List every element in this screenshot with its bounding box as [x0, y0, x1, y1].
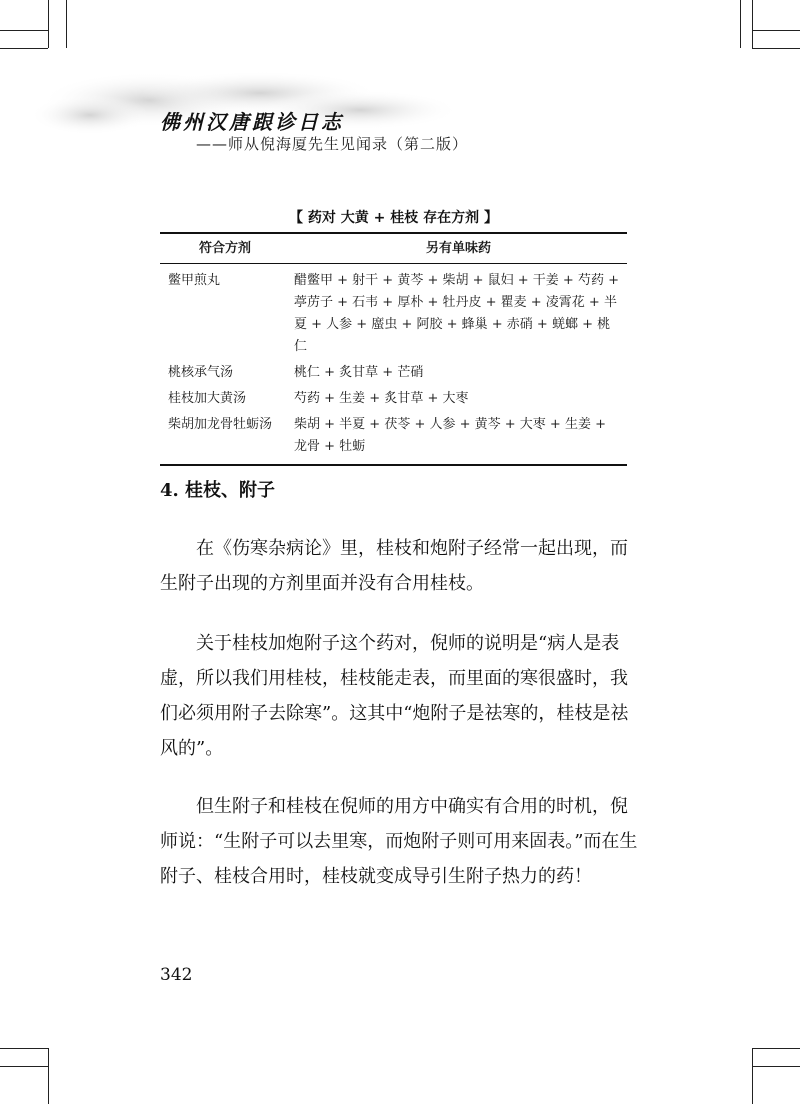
- crop-mark: [752, 0, 753, 48]
- formula-herbs: 芍药 + 生姜 + 炙甘草 + 大枣: [294, 391, 469, 406]
- crop-mark: [0, 1066, 48, 1067]
- crop-mark: [48, 1048, 49, 1104]
- crop-mark: [740, 0, 741, 48]
- crop-mark: [48, 0, 49, 48]
- crop-mark: [752, 1066, 800, 1067]
- formula-herbs: 醋鳖甲 + 射干 + 黄芩 + 柴胡 + 鼠妇 + 干姜 + 芍药 + 葶苈子 + 石韦 + 厚朴 + 牡丹皮 + 瞿麦 + 凌霄花 + 半夏 + 人参 + 䗪虫 + 阿胶 + 蜂巢 + 赤硝 + 蜣螂 + 桃仁: [294, 273, 619, 354]
- crop-mark: [66, 0, 67, 48]
- body-paragraph: 关于桂枝加炮附子这个药对，倪师的说明是“病人是表虚，所以我们用桂枝，桂枝能走表，而里面的寒很盛时，我们必须用附子去除寒”。这其中“炮附子是祛寒的，桂枝是祛风的”。: [160, 633, 629, 759]
- formula-name: 桂枝加大黄汤: [168, 391, 247, 406]
- column-header: 符合方剂: [160, 233, 290, 264]
- crop-mark: [752, 48, 800, 49]
- crop-mark: [0, 30, 48, 31]
- section-heading: 4. 桂枝、附子: [160, 480, 276, 501]
- formula-herbs: 桃仁 + 炙甘草 + 芒硝: [294, 365, 424, 380]
- column-header: 另有单味药: [290, 233, 627, 264]
- crop-mark: [752, 1048, 800, 1049]
- crop-mark: [752, 30, 800, 31]
- formula-name: 鳖甲煎丸: [168, 273, 221, 288]
- formula-name: 桃核承气汤: [168, 365, 234, 380]
- book-subtitle: ——师从倪海厦先生见闻录（第二版）: [196, 135, 469, 153]
- book-title: 佛州汉唐跟诊日志: [160, 110, 344, 134]
- table-row: [160, 386, 627, 412]
- table-caption: 【 药对 大黄 + 桂枝 存在方剂 】: [289, 210, 498, 226]
- table-row: [160, 360, 627, 386]
- body-paragraph: 但生附子和桂枝在倪师的用方中确实有合用的时机，倪师说：“生附子可以去里寒，而炮附子则可用来固表。”而在生附子、桂枝合用时，桂枝就变成导引生附子热力的药！: [160, 796, 638, 887]
- table-header-row: [160, 233, 627, 264]
- page-number: 342: [160, 965, 193, 985]
- formula-name: 柴胡加龙骨牡蛎汤: [160, 412, 290, 465]
- body-paragraph: 在《伤寒杂病论》里，桂枝和炮附子经常一起出现，而生附子出现的方剂里面并没有合用桂枝。: [160, 538, 628, 594]
- crop-mark: [752, 1048, 753, 1104]
- crop-mark: [0, 48, 48, 49]
- formula-herbs: 柴胡 + 半夏 + 茯苓 + 人参 + 黄芩 + 大枣 + 生姜 + 龙骨 + 牡蛎: [290, 412, 627, 465]
- table-row: [160, 412, 627, 465]
- formula-table: [160, 232, 627, 466]
- crop-mark: [0, 1048, 48, 1049]
- table-row: [160, 264, 627, 361]
